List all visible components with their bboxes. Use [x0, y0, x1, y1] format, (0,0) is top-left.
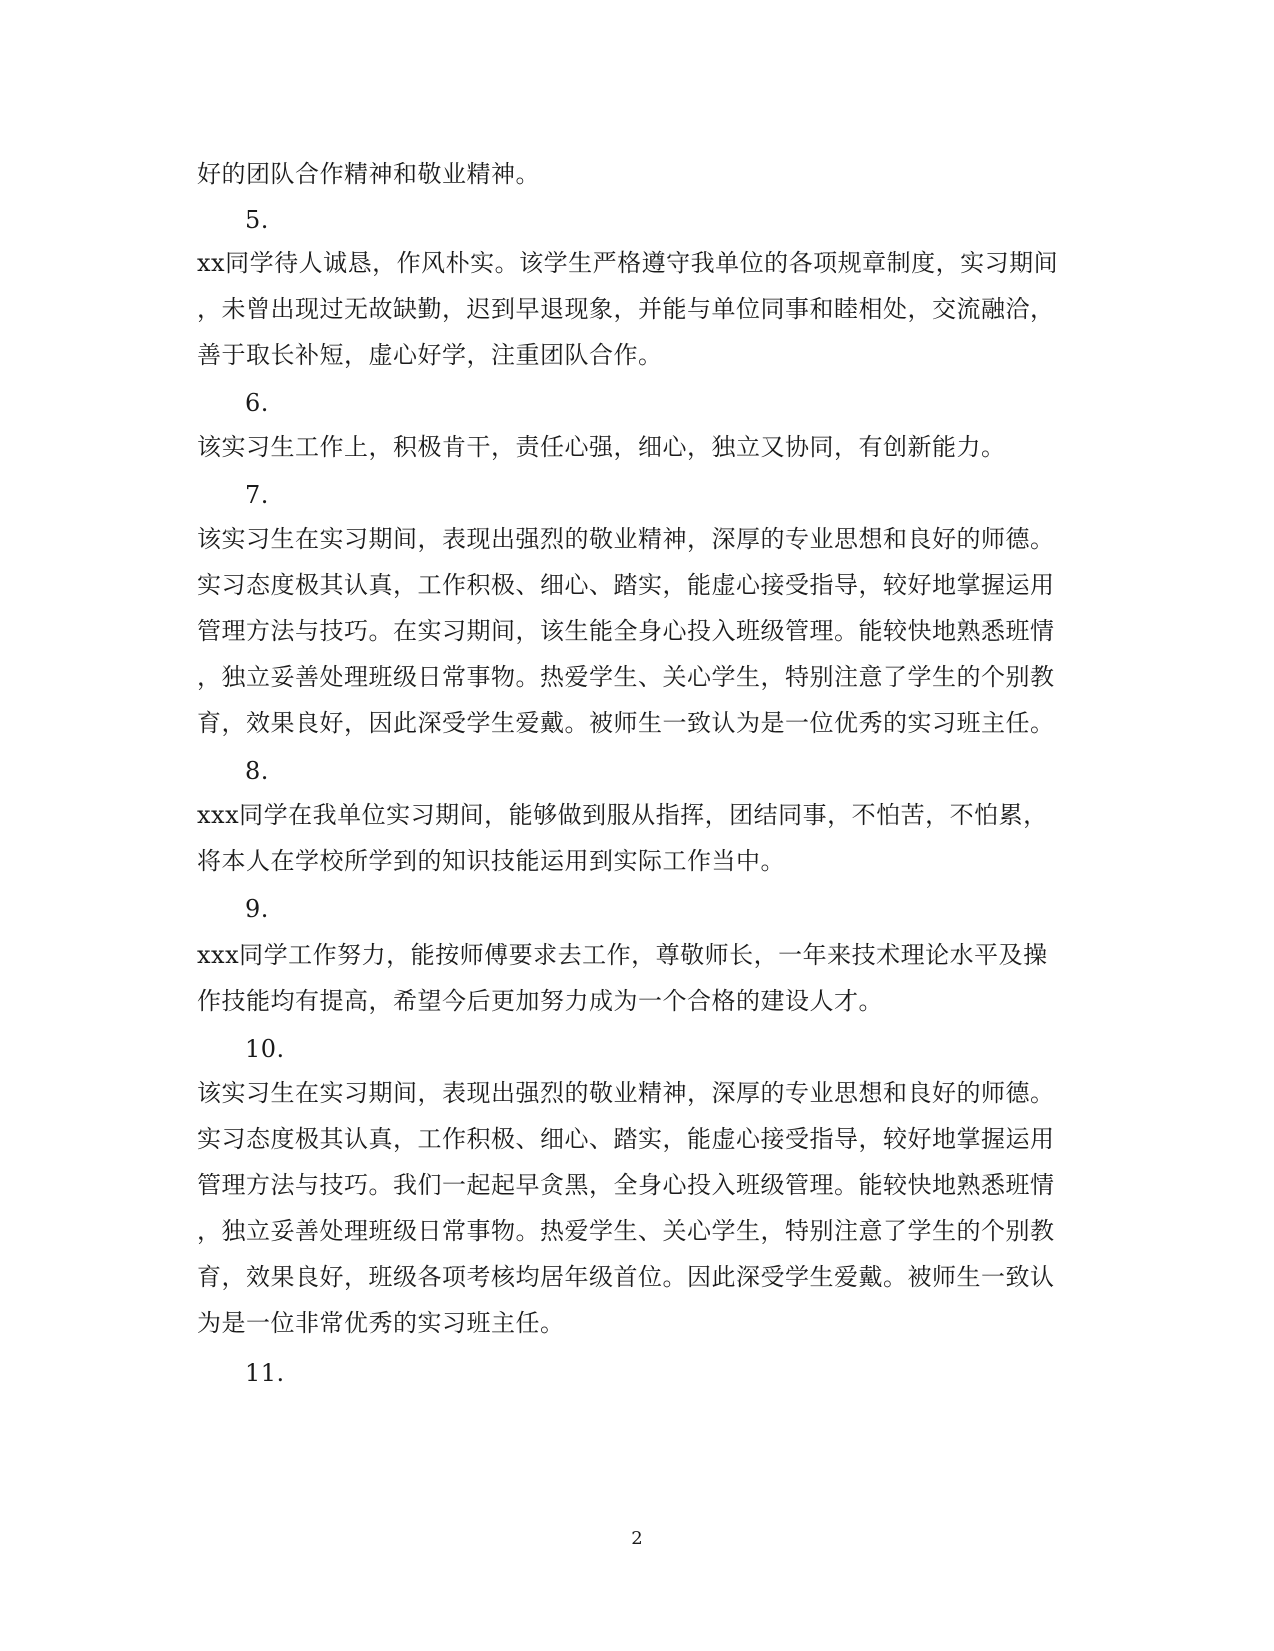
text-line: 善于取长补短，虚心好学，注重团队合作。 [197, 341, 663, 369]
text-line: 育，效果良好，因此深受学生爱戴。被师生一致认为是一位优秀的实习班主任。 [197, 709, 1055, 737]
text-line: 实习态度极其认真，工作积极、细心、踏实，能虚心接受指导，较好地掌握运用 [197, 1125, 1055, 1153]
text-line: 该实习生在实习期间，表现出强烈的敬业精神，深厚的专业思想和良好的师德。 [197, 1079, 1055, 1107]
text-line: xxx同学工作努力，能按师傅要求去工作，尊敬师长，一年来技术理论水平及操 [197, 941, 1048, 969]
item-number: 9. [245, 895, 269, 923]
item-number: 7. [245, 481, 269, 509]
item-number: 5. [245, 206, 269, 234]
text-line: ，独立妥善处理班级日常事物。热爱学生、关心学生，特别注意了学生的个别教 [197, 1217, 1055, 1245]
text-line: 该实习生工作上，积极肯干，责任心强，细心，独立又协同，有创新能力。 [197, 433, 1006, 461]
item-number: 8. [245, 757, 269, 785]
text-line: 将本人在学校所学到的知识技能运用到实际工作当中。 [197, 847, 785, 875]
item-number: 11. [245, 1359, 285, 1387]
text-line: 实习态度极其认真，工作积极、细心、踏实，能虚心接受指导，较好地掌握运用 [197, 571, 1055, 599]
text-line: 为是一位非常优秀的实习班主任。 [197, 1309, 565, 1337]
item-number: 6. [245, 389, 269, 417]
text-line: 育，效果良好，班级各项考核均居年级首位。因此深受学生爱戴。被师生一致认 [197, 1263, 1055, 1291]
text-line: xx同学待人诚恳，作风朴实。该学生严格遵守我单位的各项规章制度，实习期间 [197, 249, 1059, 277]
text-line: 管理方法与技巧。我们一起起早贪黑，全身心投入班级管理。能较快地熟悉班情 [197, 1171, 1055, 1199]
text-line: xxx同学在我单位实习期间，能够做到服从指挥，团结同事，不怕苦，不怕累， [197, 801, 1048, 829]
text-line: ，未曾出现过无故缺勤，迟到早退现象，并能与单位同事和睦相处，交流融洽， [197, 295, 1055, 323]
page-number: 2 [631, 1528, 643, 1549]
text-line: 作技能均有提高，希望今后更加努力成为一个合格的建设人才。 [197, 987, 883, 1015]
text-line: ，独立妥善处理班级日常事物。热爱学生、关心学生，特别注意了学生的个别教 [197, 663, 1055, 691]
item-number: 10. [245, 1035, 285, 1063]
text-line: 该实习生在实习期间，表现出强烈的敬业精神，深厚的专业思想和良好的师德。 [197, 525, 1055, 553]
text-line: 管理方法与技巧。在实习期间，该生能全身心投入班级管理。能较快地熟悉班情 [197, 617, 1055, 645]
text-line: 好的团队合作精神和敬业精神。 [197, 160, 540, 188]
